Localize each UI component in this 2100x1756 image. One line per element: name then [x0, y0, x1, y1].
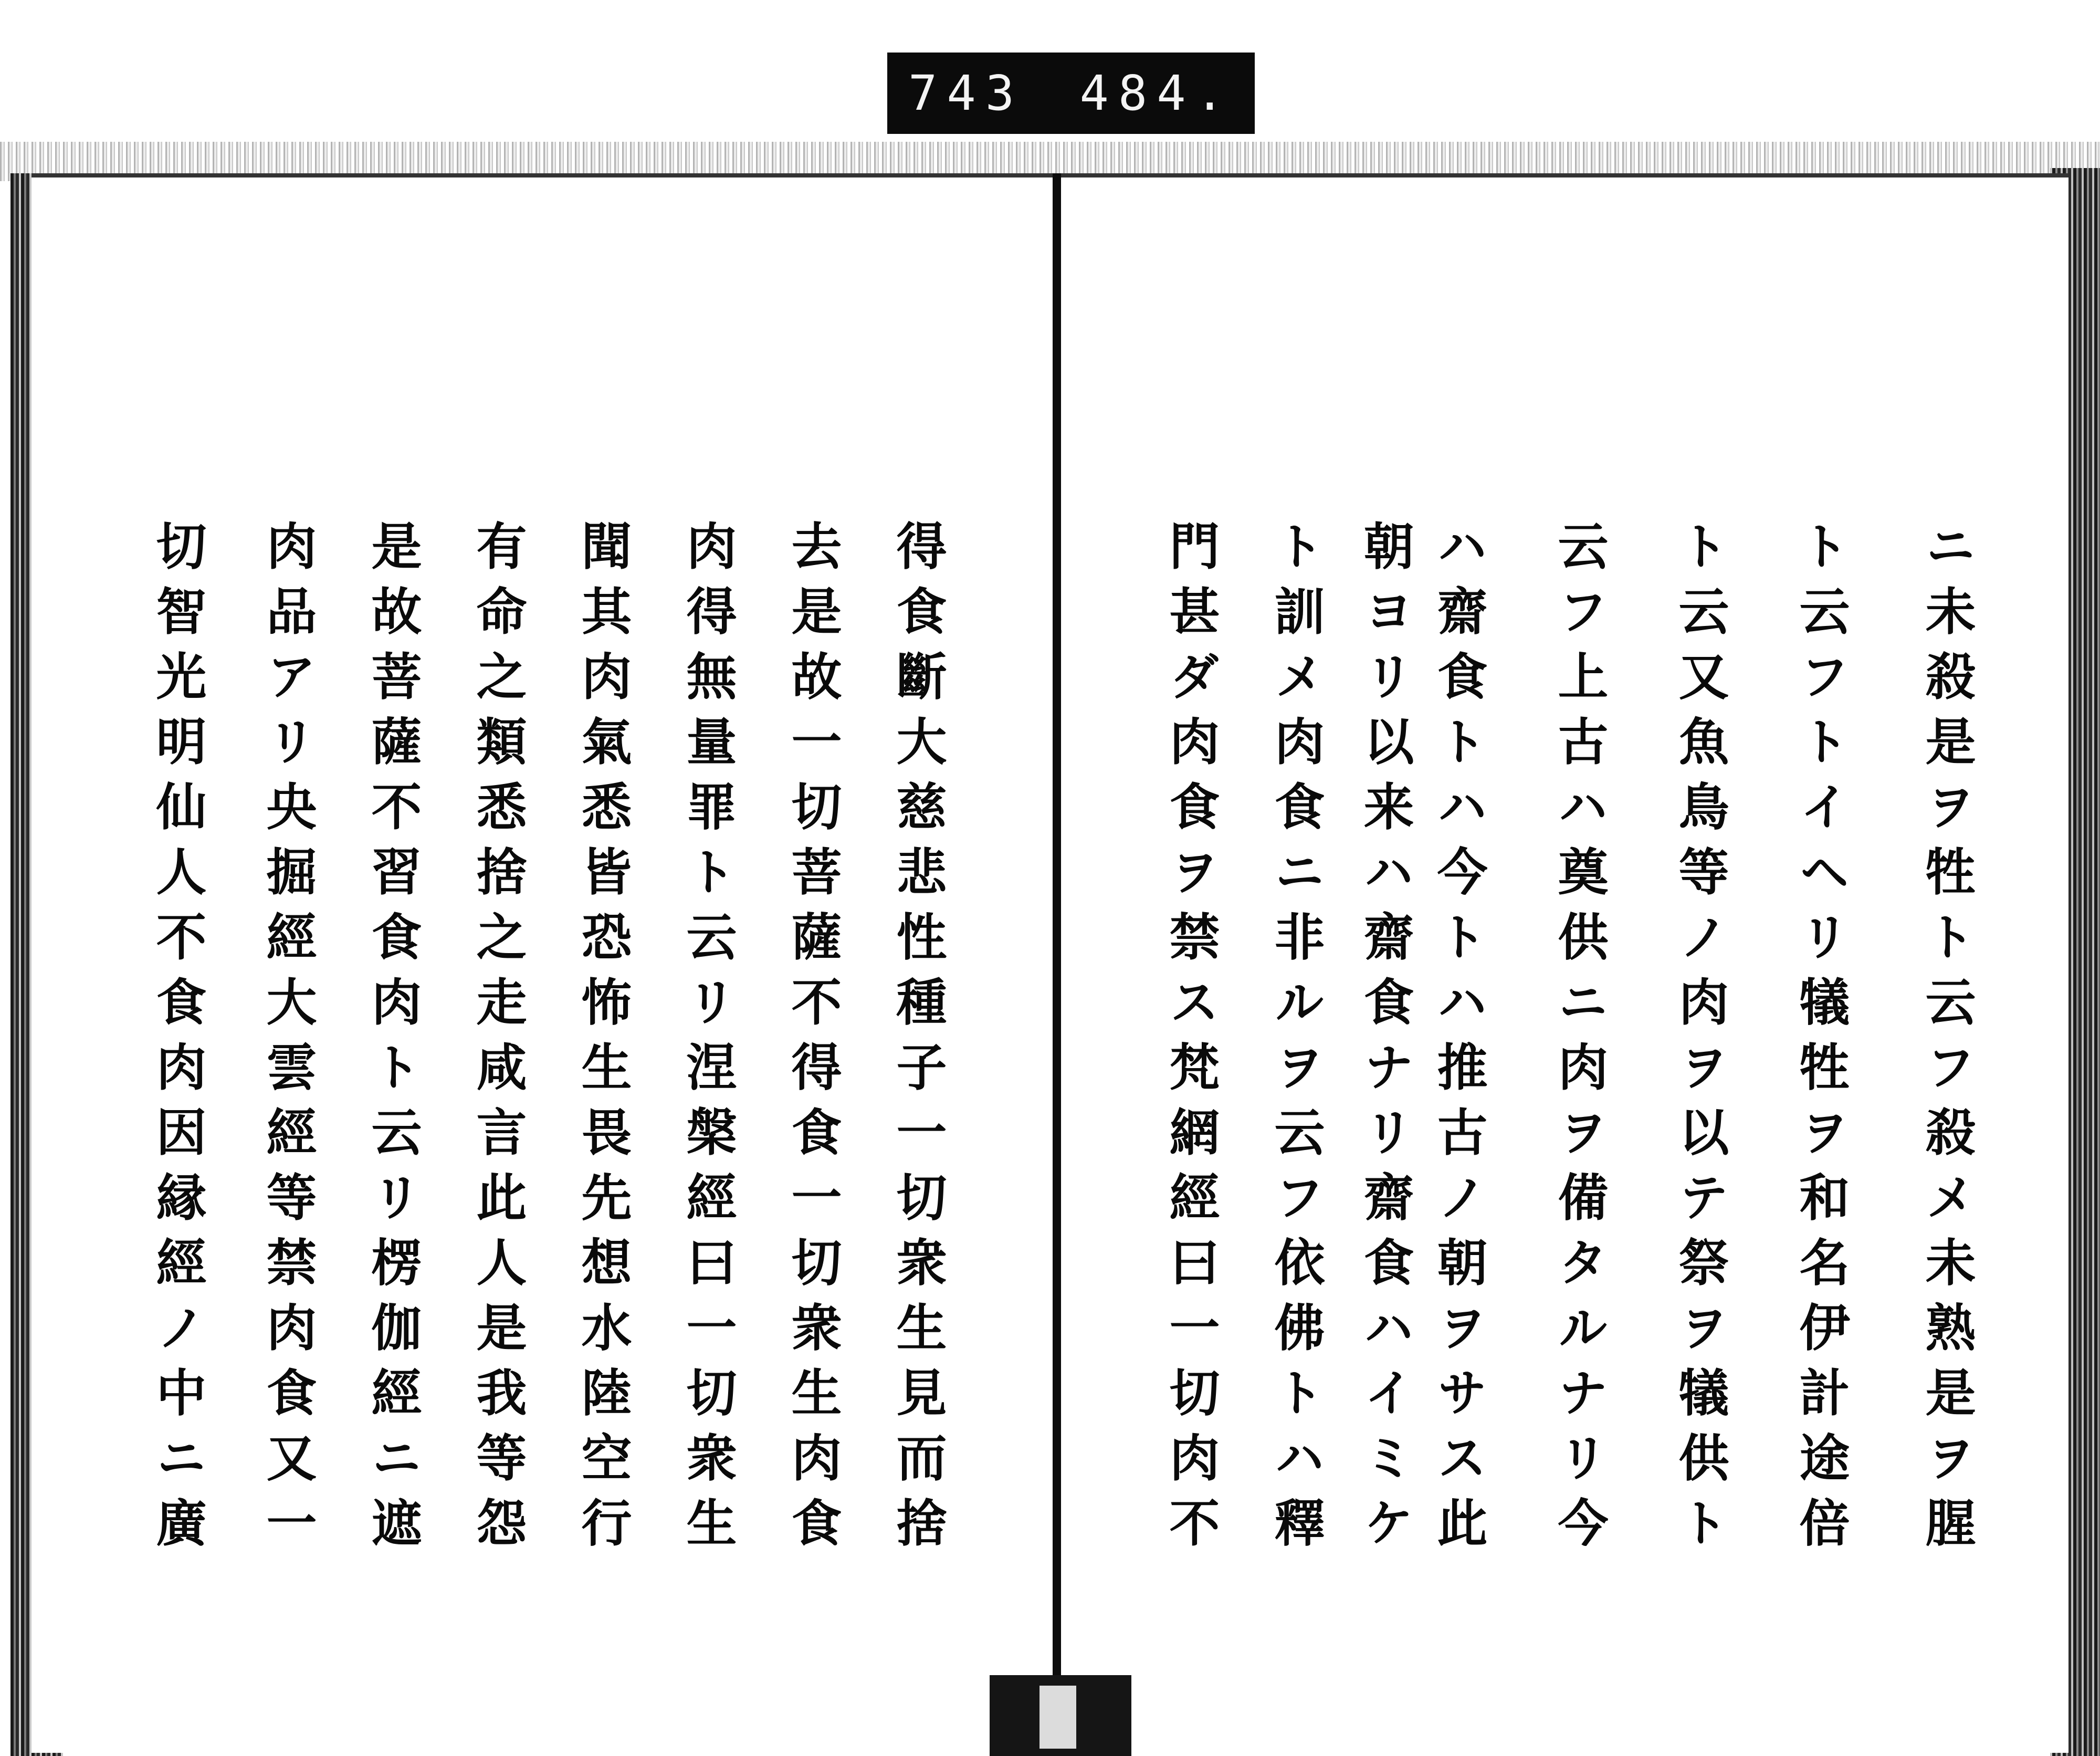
right-page-column-6: 朝ヨリ以来ハ齋食ナリ齋食ハイミケ — [1356, 520, 1415, 1562]
bottom-binding-block — [990, 1675, 1131, 1756]
right-page-column-5: ハ齋食トハ今トハ推古ノ朝ヲサス此 — [1429, 520, 1488, 1562]
right-page-column-7: ト訓メ肉食ニ非ルヲ云フ依佛トハ釋 — [1266, 520, 1326, 1562]
left-page-column-4: 聞其肉氣悉皆恐怖生畏先想水陸空行 — [573, 520, 633, 1562]
reel-frame-label — [887, 53, 1255, 134]
left-page-column-1: 得食斷大慈悲性種子一切衆生見而捨 — [888, 520, 948, 1562]
right-page-column-4: 云フ上古ハ奠供ニ肉ヲ備タルナリ今 — [1550, 520, 1609, 1562]
right-page-column-1: ニ未殺是ヲ牲ト云フ殺メ未熟是ヲ腥 — [1917, 520, 1977, 1562]
left-page-column-3: 肉得無量罪ト云リ涅槃經曰一切衆生 — [678, 520, 738, 1562]
right-page-column-3: ト云又魚鳥等ノ肉ヲ以テ祭ヲ犠供ト — [1671, 520, 1730, 1562]
book-gutter — [1053, 173, 1061, 1680]
left-page-column-7: 肉品アリ央掘經大雲經等禁肉食又一 — [258, 520, 318, 1562]
left-page-column-6: 是故菩薩不習食肉ト云リ楞伽經ニ遮 — [363, 520, 423, 1562]
reel-number: 743 — [908, 65, 1024, 121]
left-page-column-8: 切智光明仙人不食肉因縁經ノ中ニ廣 — [148, 520, 207, 1562]
right-page-column-2: ト云フトイヘリ犠牲ヲ和名伊計途倍 — [1791, 520, 1851, 1562]
frame-number: 484. — [1079, 65, 1234, 121]
left-page-column-2: 去是故一切菩薩不得食一切衆生肉食 — [783, 520, 843, 1562]
left-page-column-5: 有命之類悉捨之走咸言此人是我等怨 — [468, 520, 528, 1562]
right-page-column-8: 門甚ダ肉食ヲ禁ス梵網經曰一切肉不 — [1161, 520, 1221, 1562]
